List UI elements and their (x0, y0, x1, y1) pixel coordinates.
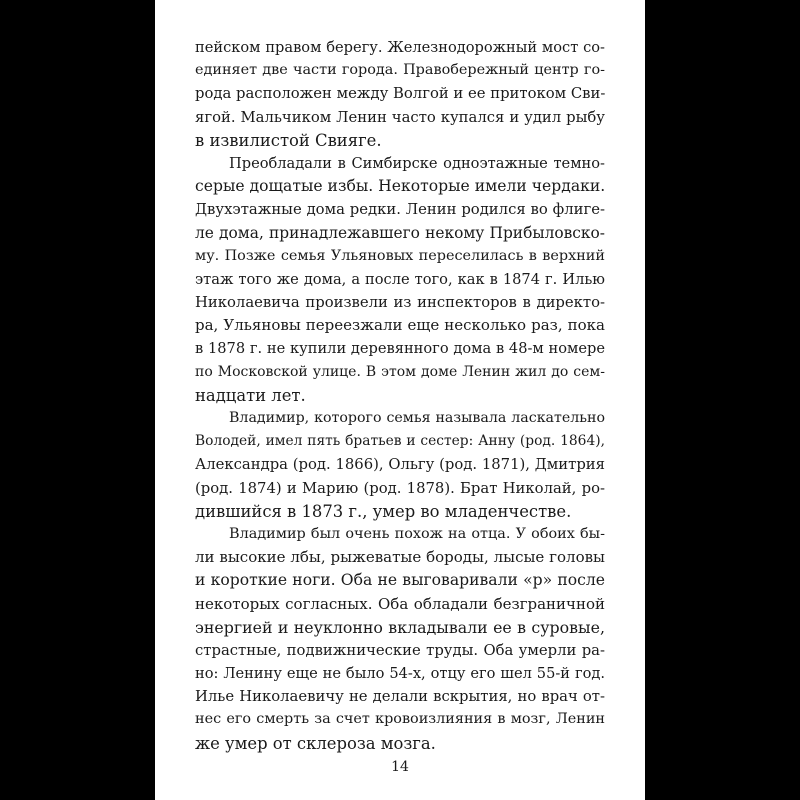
text-line: и короткие ноги. Оба не выговаривали «р» после (195, 571, 605, 590)
text-line: ли высокие лбы, рыжеватые бороды, лысые головы (195, 548, 605, 567)
text-line: Преобладали в Симбирске одноэтажные темно- (229, 154, 605, 172)
text-line: рода расположен между Волгой и ее притоком Сви- (195, 85, 606, 103)
text-line: Александра (род. 1866), Ольгу (род. 1871), Дмитрия (195, 456, 605, 474)
text-line: некоторых согласных. Оба обладали безграничной (195, 594, 605, 613)
text-line: по Московской улице. В этом доме Ленин жил до сем- (195, 363, 605, 380)
page-number: 14 (391, 759, 409, 775)
text-line: энергией и неуклонно вкладывали ее в суровые, (195, 617, 605, 637)
body-text (195, 36, 605, 755)
text-line: нес его смерть за счет кровоизлияния в мозг, Ленин (195, 711, 605, 728)
text-line: единяет две части города. Правобережный центр го- (195, 62, 605, 79)
text-line: Николаевича произвели из инспекторов в директо- (195, 294, 605, 312)
text-line: Илье Николаевичу не делали вскрытия, но врач от- (195, 688, 605, 706)
text-line: дившийся в 1873 г., умер во младенчестве. (195, 501, 572, 521)
text-line: же умер от склероза мозга. (195, 733, 436, 753)
book-page (155, 0, 645, 800)
text-line: но: Ленину еще не было 54-х, отцу его шел 55-й год. (195, 665, 605, 683)
text-line: (род. 1874) и Марию (род. 1878). Брат Николай, ро- (195, 479, 605, 497)
text-line: ра, Ульяновы переезжали еще несколько раз, пока (195, 316, 605, 335)
text-line: серые дощатые избы. Некоторые имели чердаки. (195, 177, 606, 196)
text-line: ле дома, принадлежавшего некому Прибыловско- (195, 223, 605, 242)
text-line: надцати лет. (195, 385, 306, 405)
text-line: ягой. Мальчиком Ленин часто купался и удил рыбу (195, 108, 605, 126)
text-line: му. Позже семья Ульяновых переселилась в верхний (195, 247, 605, 264)
text-line: Владимир был очень похож на отца. У обоих бы- (229, 525, 605, 542)
text-line: Владимир, которого семья называла ласкательно (229, 410, 605, 426)
text-line: в 1878 г. не купили деревянного дома в 48-м номере (195, 340, 605, 358)
text-line: Двухэтажные дома редки. Ленин родился во флиге- (195, 201, 605, 219)
text-line: в извилистой Свияге. (195, 130, 382, 150)
text-line: страстные, подвижнические труды. Оба умерли ра- (195, 641, 605, 659)
text-line: Володей, имел пять братьев и сестер: Анну (род. 1864), (195, 433, 605, 450)
text-line: этаж того же дома, а после того, как в 1874 г. Илью (195, 270, 605, 288)
text-line: пейском правом берегу. Железнодорожный мост со- (195, 39, 605, 56)
